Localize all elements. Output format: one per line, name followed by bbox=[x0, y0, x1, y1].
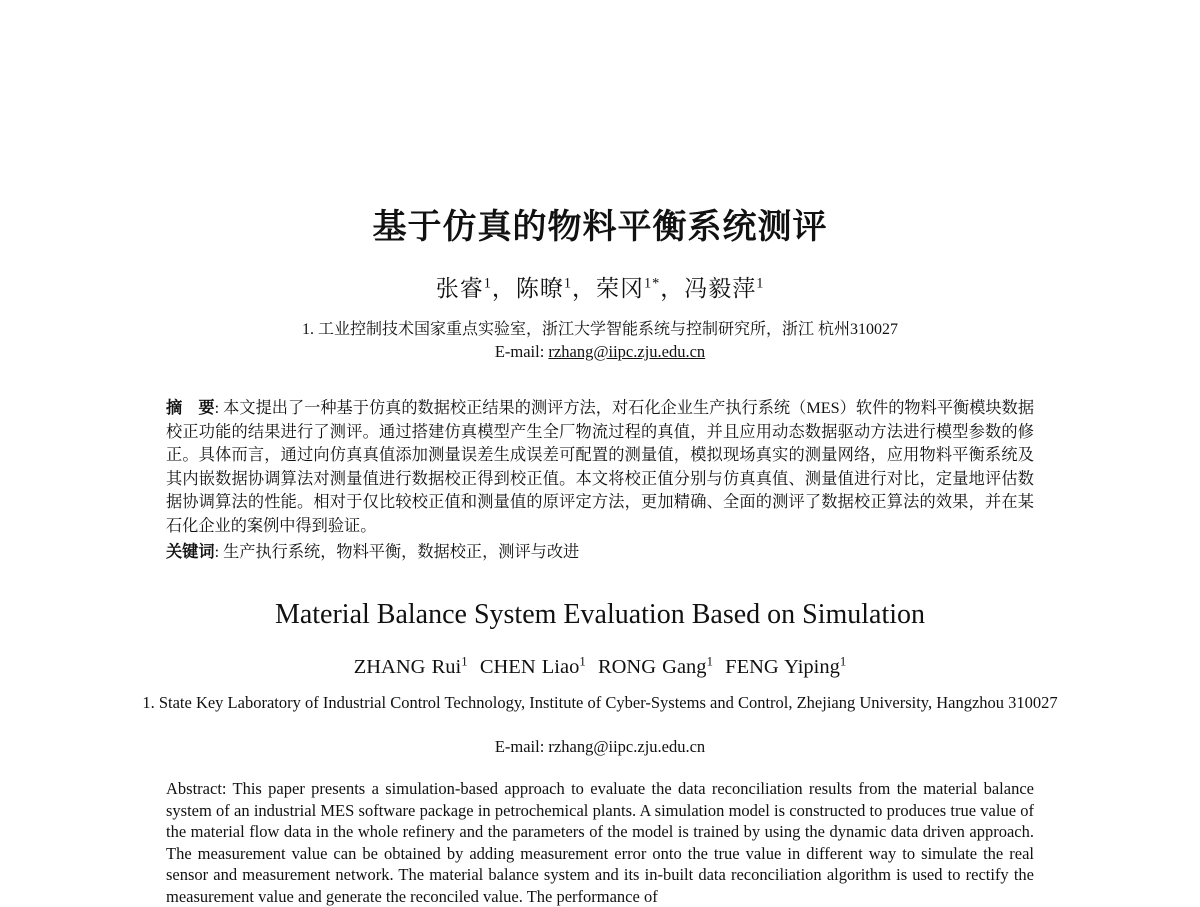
author-name: FENG Yiping bbox=[725, 656, 840, 678]
email-label: E-mail: bbox=[494, 342, 549, 361]
author-mark: 1 bbox=[839, 654, 847, 669]
author-mark: 1 bbox=[461, 654, 468, 669]
author-name: CHEN Liao bbox=[479, 656, 580, 678]
author-name: 荣冈 bbox=[595, 276, 644, 301]
chinese-affiliation: 1. 工业控制技术国家重点实验室，浙江大学智能系统与控制研究所，浙江 杭州310027 bbox=[301, 321, 898, 338]
author-name: ZHANG Rui bbox=[353, 656, 462, 678]
english-authors bbox=[0, 651, 1200, 683]
author-mark: 1 bbox=[579, 654, 586, 669]
author-name: RONG Gang bbox=[597, 656, 707, 678]
author-mark: 1 bbox=[706, 654, 713, 669]
abstract-body: : 本文提出了一种基于仿真的数据校正结果的测评方法，对石化企业生产执行系统（MES）软件的物料平衡模块数据校正功能的结果进行了测评。通过搭建仿真模型产生全厂物流过程的真值，并且应用动态数据驱动方法进行模型参数的修正。具体而言，通过向仿真真值添加测量误差生成误差可配置的测量值，模拟现场真实的测量网络，应用物料平衡系统及其内嵌数据协调算法对测量值进行数据校正得到校正值。本文将校正值分别与仿真真值、测量值进行对比，定量地评估数据协调算法的性能。相对于仅比较校正值和测量值的原评定方法，更加精确、全面的测评了数据校正算法的效果，并在某石化企业的案例中得到验证。 bbox=[166, 399, 1035, 535]
author-mark: 1 bbox=[563, 275, 572, 292]
chinese-abstract bbox=[166, 396, 1034, 538]
keywords-body: : 生产执行系统，物料平衡，数据校正，测评与改进 bbox=[214, 543, 580, 561]
author-separator: ， bbox=[660, 276, 685, 301]
author-name: 张睿 bbox=[435, 276, 484, 301]
author-mark: 1 bbox=[483, 275, 492, 292]
keywords-label: 关键词 bbox=[166, 542, 215, 561]
chinese-email-line bbox=[0, 341, 1200, 363]
english-email-line: E-mail: rzhang@iipc.zju.edu.cn bbox=[494, 737, 706, 756]
author-mark: 1* bbox=[643, 275, 661, 292]
author-name: 冯毅萍 bbox=[684, 276, 757, 301]
author-separator: ， bbox=[571, 276, 596, 301]
author-name: 陈暸 bbox=[515, 276, 564, 301]
english-affiliation: 1. State Key Laboratory of Industrial Control Technology, Institute of Cyber-Systems and Control, Zhejiang University, Hangzhou 310027 bbox=[142, 693, 1058, 712]
chinese-title: 基于仿真的物料平衡系统测评 bbox=[372, 207, 828, 247]
english-title: Material Balance System Evaluation Based on Simulation bbox=[274, 599, 926, 630]
abstract-label: 摘 要 bbox=[166, 398, 215, 417]
email-link[interactable]: rzhang@iipc.zju.edu.cn bbox=[548, 342, 706, 361]
chinese-keywords bbox=[166, 540, 1034, 564]
english-abstract: Abstract: This paper presents a simulation-based approach to evaluate the data reconciliation results from the material balance system of an industrial MES software package in petrochemical plants. A simulation model is constructed to produces true value of the material flow data in the whole refinery and the parameters of the model is trained by using the dynamic data driven approach. The measurement value can be obtained by adding measurement error onto the true value in different way to simulate the real sensor and measurement network. The material balance system and its in-built data reconciliation algorithm is used to rectify the measurement value and generate the reconciled value. The performance of bbox=[166, 779, 1034, 906]
author-separator: ， bbox=[491, 276, 516, 301]
chinese-authors bbox=[0, 272, 1200, 306]
author-mark: 1 bbox=[756, 275, 765, 292]
